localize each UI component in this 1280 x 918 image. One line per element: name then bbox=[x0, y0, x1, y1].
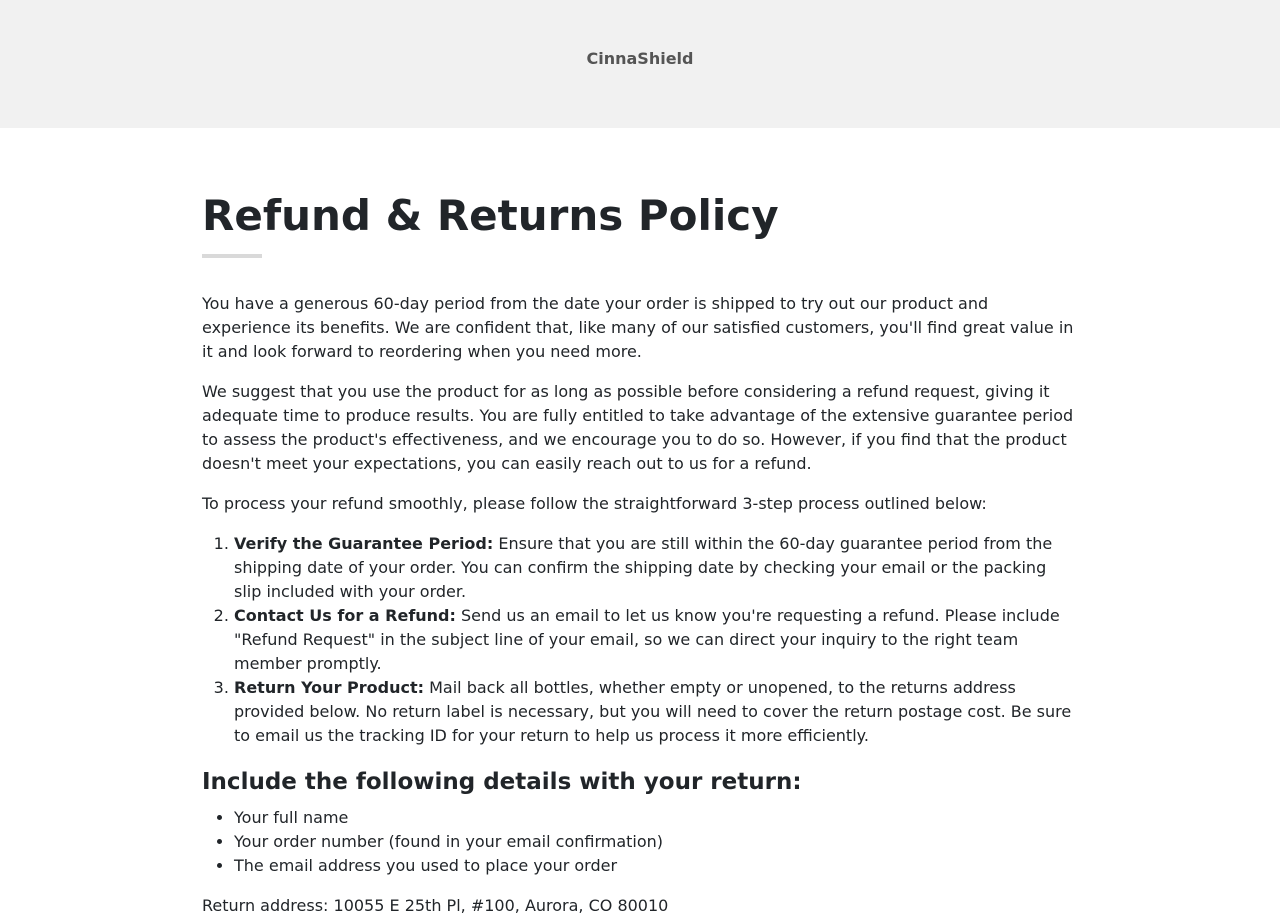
return-address: Return address: 10055 E 25th Pl, #100, Aurora, CO 80010 bbox=[202, 896, 669, 915]
page-title: Refund & Returns Policy bbox=[202, 191, 779, 240]
list-item: • Your order number (found in your email confirmation) bbox=[234, 830, 1078, 854]
list-item: • Your full name bbox=[234, 806, 1078, 830]
return-details-list bbox=[202, 806, 1078, 878]
site-header bbox=[0, 0, 1280, 128]
refund-steps-list bbox=[202, 532, 1078, 748]
process-intro-paragraph: To process your refund smoothly, please follow the straightforward 3-step process outlined below: bbox=[202, 494, 987, 513]
list-item: • The email address you used to place your order bbox=[234, 854, 1078, 878]
step-text: Mail back all bottles, whether empty or unopened, to the returns address provided below. No return label is necessary, but you will need to cover the return postage cost. Be sure to email us the tracking ID for your return to help us process it more efficiently. bbox=[234, 678, 1072, 745]
refund-step bbox=[234, 676, 1078, 748]
step-text: Send us an email to let us know you're requesting a refund. Please include "Refund Request" in the subject line of your email, so we can direct your inquiry to the right team member promptly. bbox=[234, 606, 1060, 673]
details-heading: Include the following details with your return: bbox=[202, 769, 802, 795]
title-underline bbox=[202, 254, 262, 258]
refund-step bbox=[234, 532, 1078, 604]
brand-name: CinnaShield bbox=[586, 48, 694, 68]
suggestion-paragraph: We suggest that you use the product for as long as possible before considering a refund request, giving it adequate time to produce results. You are fully entitled to take advantage of the extensive guarantee period to assess the product's effectiveness, and we encourage you to do so. However, if you find that the product doesn't meet your expectations, you can easily reach out to us for a refund. bbox=[202, 382, 1074, 473]
step-label: Return Your Product: bbox=[234, 678, 425, 697]
intro-paragraph: You have a generous 60-day period from the date your order is shipped to try out our product and experience its benefits. We are confident that, like many of our satisfied customers, you'll find great value in it and look forward to reordering when you need more. bbox=[202, 294, 1074, 361]
step-text: Ensure that you are still within the 60-day guarantee period from the shipping date of your order. You can confirm the shipping date by checking your email or the packing slip included with your order. bbox=[234, 534, 1053, 601]
refund-step bbox=[234, 604, 1078, 676]
step-label: Contact Us for a Refund: bbox=[234, 606, 456, 625]
policy-content bbox=[202, 128, 1078, 918]
step-label: Verify the Guarantee Period: bbox=[234, 534, 494, 553]
